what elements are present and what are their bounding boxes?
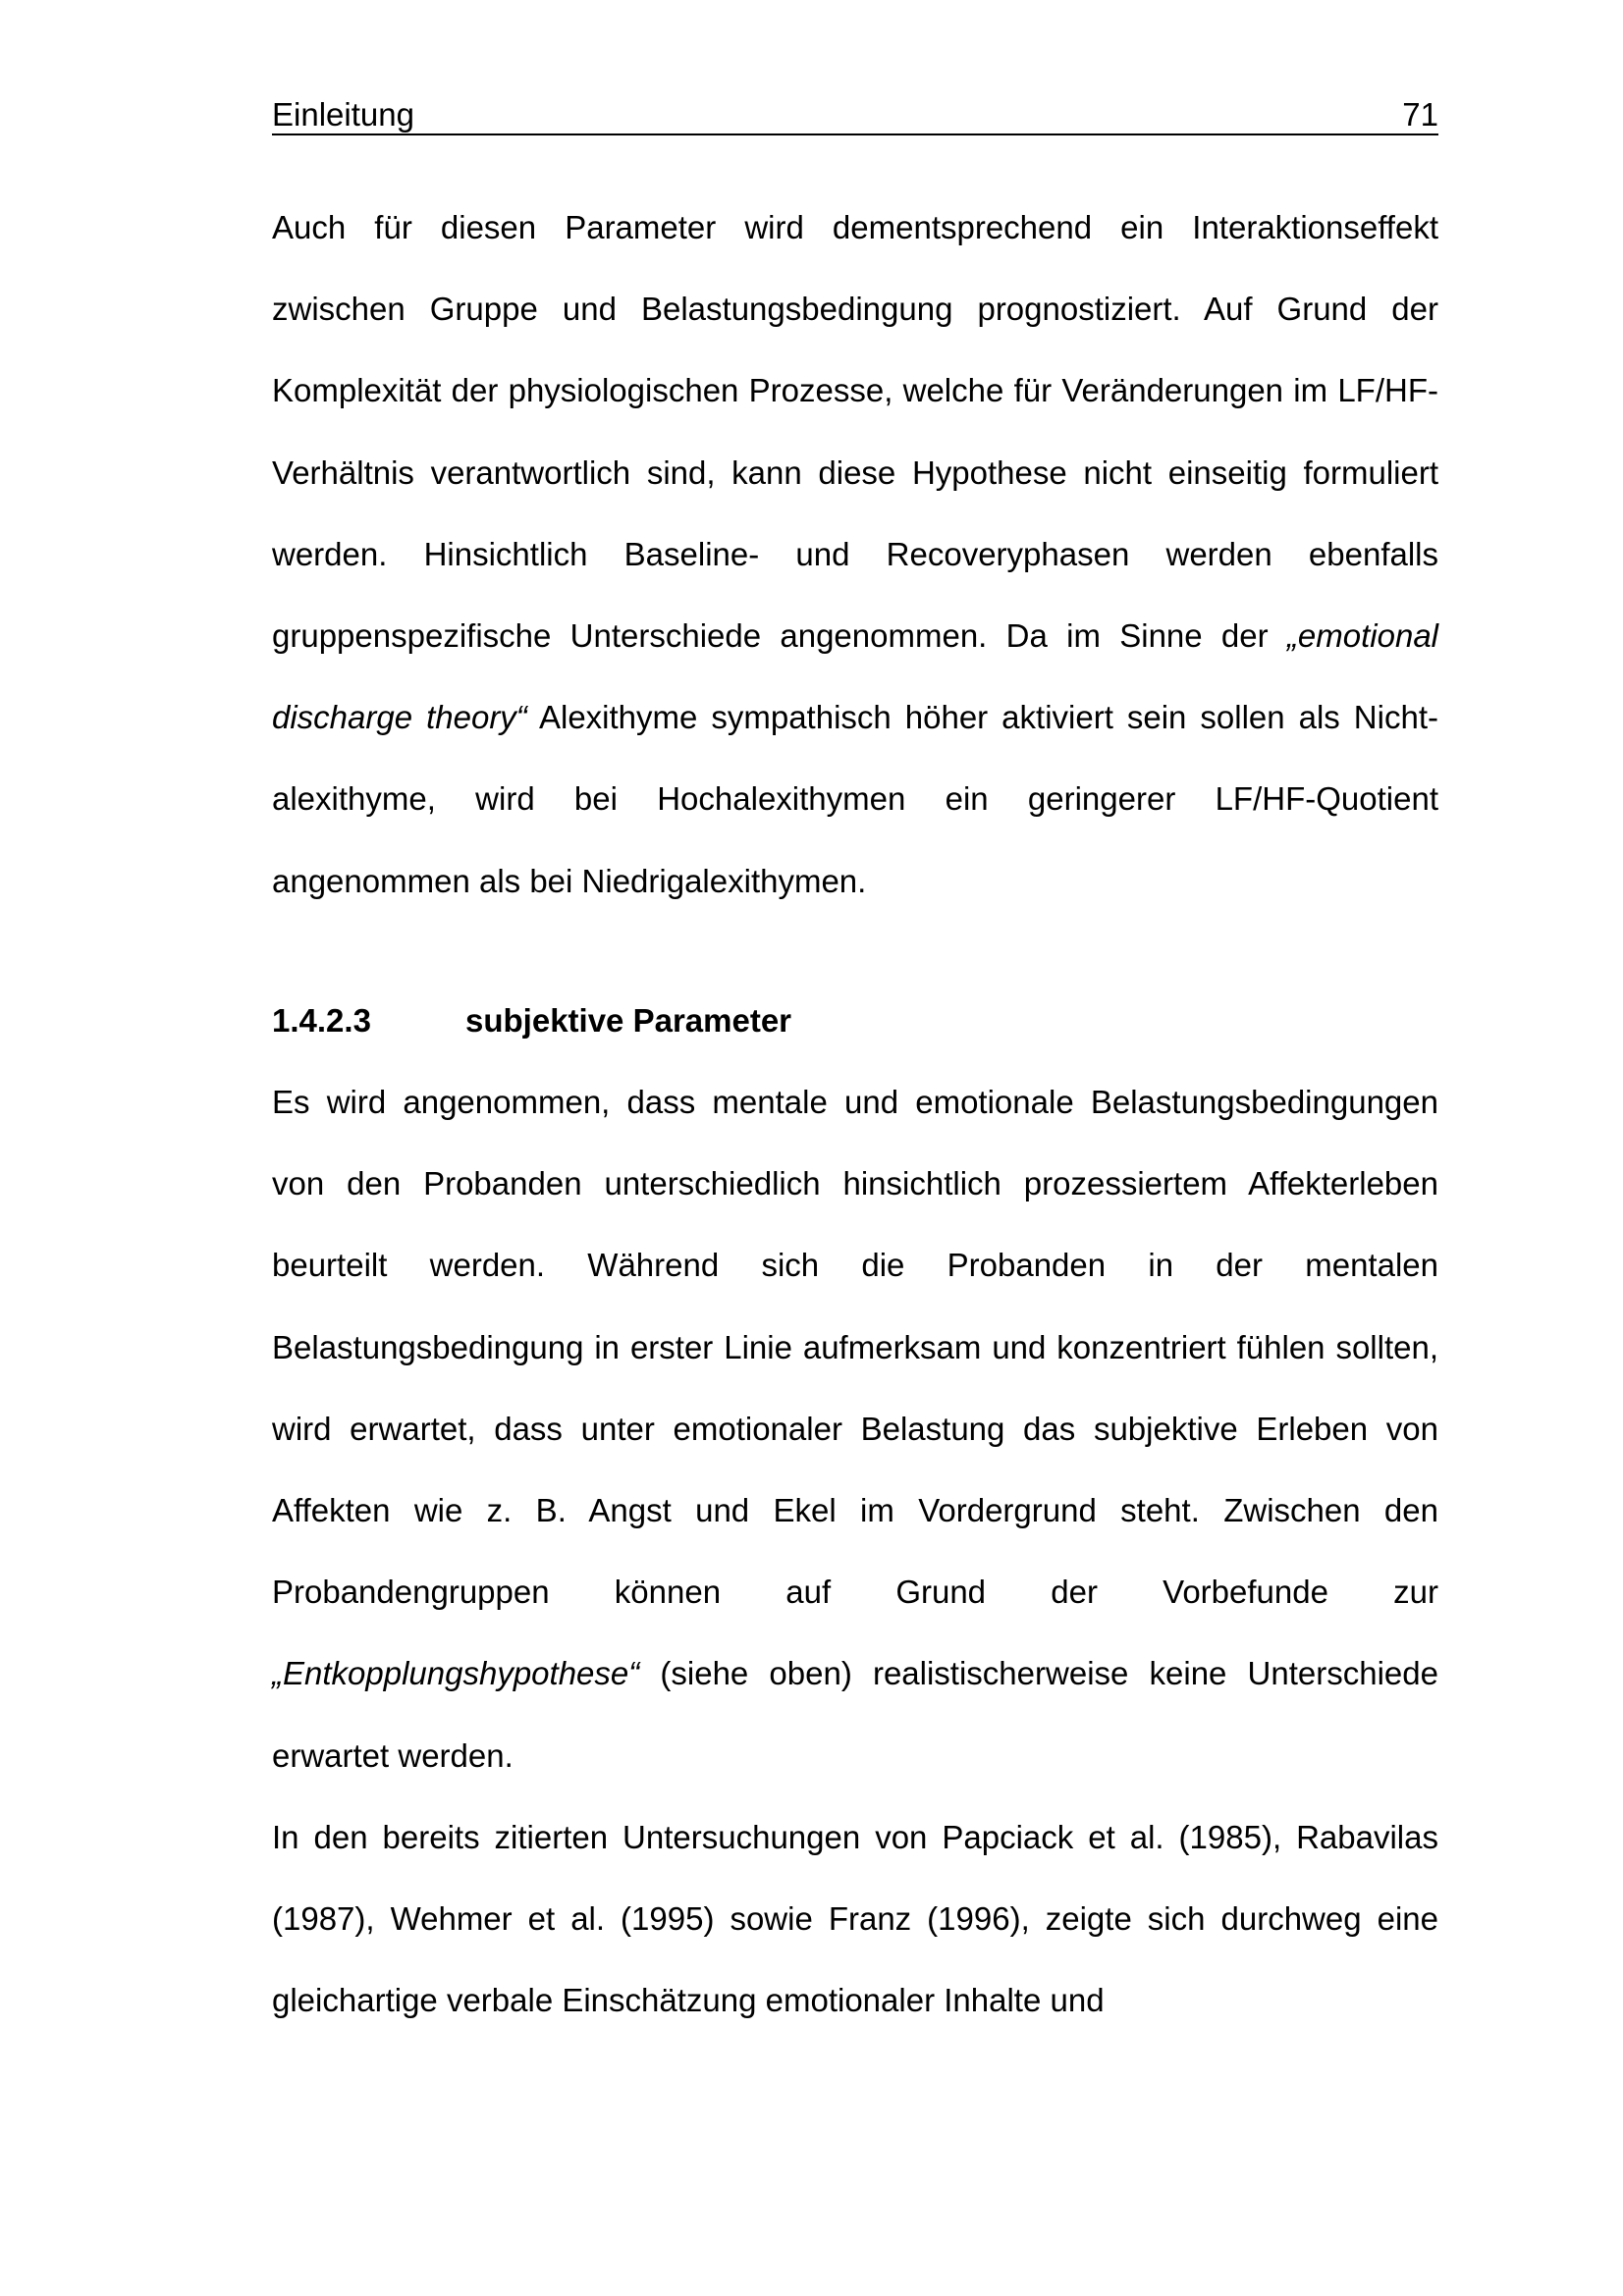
paragraph-subjective-parameters [272, 1061, 1438, 1796]
page-number: 71 [1402, 96, 1438, 133]
section-heading [272, 980, 1438, 1061]
body-text [272, 187, 1438, 2041]
italic-term-entkopplungshypothese: „Entkopplungshypothese“ [272, 1655, 640, 1692]
paragraph-text: Auch für diesen Parameter wird dementsprechend ein Interaktionseffekt zwischen Gruppe und Belastungsbedingung prognostiziert. Auf Grund der Komplexität der physiologischen Prozesse, welche für Veränderungen im LF/HF-Verhältnis verantwortlich sind, kann diese Hypothese nicht einseitig formuliert werden. Hinsichtlich Baseline- und Recoveryphasen werden ebenfalls gruppenspezifische Unterschiede angenommen. Da im Sinne der [272, 209, 1438, 655]
paragraph-text: Es wird angenommen, dass mentale und emotionale Belastungsbedingungen von den Probanden unterschiedlich hinsichtlich prozessiertem Affekterleben beurteilt werden. Während sich die Probanden in der mentalen Belastungsbedingung in erster Linie aufmerksam und konzentriert fühlen sollten, wird erwartet, dass unter emotionaler Belastung das subjektive Erleben von Affekten wie z. B. Angst und Ekel im Vordergrund steht. Zwischen den Probandengruppen können auf Grund der Vorbefunde zur [272, 1084, 1438, 1611]
paragraph-text: Alexithyme sympathisch höher aktiviert sein sollen als Nicht-alexithyme, wird bei Hochalexithymen ein geringerer LF/HF-Quotient angenommen als bei Niedrigalexithymen. [272, 699, 1438, 899]
running-header [272, 96, 1438, 135]
paragraph-lf-hf-hypothesis [272, 187, 1438, 922]
section-title: subjektive Parameter [465, 1001, 792, 1039]
paragraph-text: (siehe oben) realistischerweise keine Unterschiede erwartet werden. [272, 1655, 1438, 1774]
paragraph-text: In den bereits zitierten Untersuchungen von Papciack et al. (1985), Rabavilas (1987), Wehmer et al. (1995) sowie Franz (1996), zeigte sich durchweg eine gleichartige verbale Einschätzung emotionaler Inhalte und [272, 1818, 1438, 2019]
paragraph-prior-studies [272, 1796, 1438, 2042]
section-number: 1.4.2.3 [272, 1001, 371, 1039]
chapter-title: Einleitung [272, 96, 414, 133]
italic-term-emotional-discharge-theory: „emotional discharge theory“ [272, 617, 1438, 736]
